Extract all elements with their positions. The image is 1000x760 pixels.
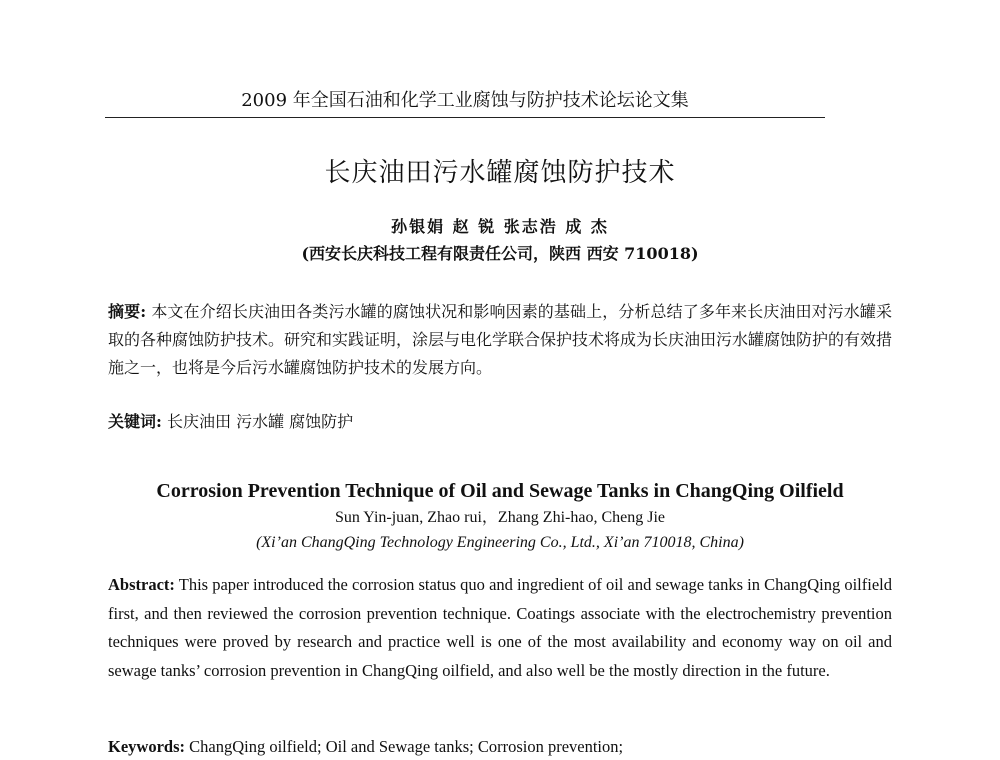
chinese-abstract-text: 本文在介绍长庆油田各类污水罐的腐蚀状况和影响因素的基础上，分析总结了多年来长庆油田对污水罐采取的各种腐蚀防护技术。研究和实践证明，涂层与电化学联合保护技术将成为长庆油田污水罐腐蚀防护的有效措施之一，也将是今后污水罐腐蚀防护技术的发展方向。 [108,302,893,377]
chinese-abstract-label: 摘要: [108,302,147,321]
header-rule [105,117,825,118]
chinese-keywords-label: 关键词: [108,412,162,431]
english-affiliation: (Xi’an ChangQing Technology Engineering Co., Ltd., Xi’an 710018, China) [256,534,744,551]
chinese-affiliation: (西安长庆科技工程有限责任公司，陕西 西安 710018) [301,244,699,263]
chinese-abstract [108,298,892,382]
english-title: Corrosion Prevention Technique of Oil and Sewage Tanks in ChangQing Oilfield [156,480,844,502]
chinese-keywords [108,409,892,435]
english-authors: Sun Yin-juan, Zhao rui，Zhang Zhi-hao, Cheng Jie [334,509,666,526]
english-keywords [108,736,892,758]
english-keywords-label: Keywords: [108,737,185,756]
english-keywords-text: ChangQing oilfield; Oil and Sewage tanks; Corrosion prevention; [185,737,624,756]
running-header: 2009 年全国石油和化学工业腐蚀与防护技术论坛论文集 [241,90,689,111]
chinese-title: 长庆油田污水罐腐蚀防护技术 [324,158,676,188]
english-abstract-label: Abstract: [108,575,175,594]
chinese-authors: 孙银娟 赵 锐 张志浩 成 杰 [391,217,609,236]
chinese-keywords-text: 长庆油田 污水罐 腐蚀防护 [161,412,354,431]
english-abstract [108,571,892,685]
english-abstract-text: This paper introduced the corrosion status quo and ingredient of oil and sewage tanks in ChangQing oilfield first, and then reviewed the corrosion prevention technique. Coatings associate with the electrochemistry prevention techniques were proved by research and practice well is one of the most availability and economy way on oil and sewage tanks’ corrosion prevention in ChangQing oilfield, and also well be the mostly direction in the future. [108,575,892,680]
